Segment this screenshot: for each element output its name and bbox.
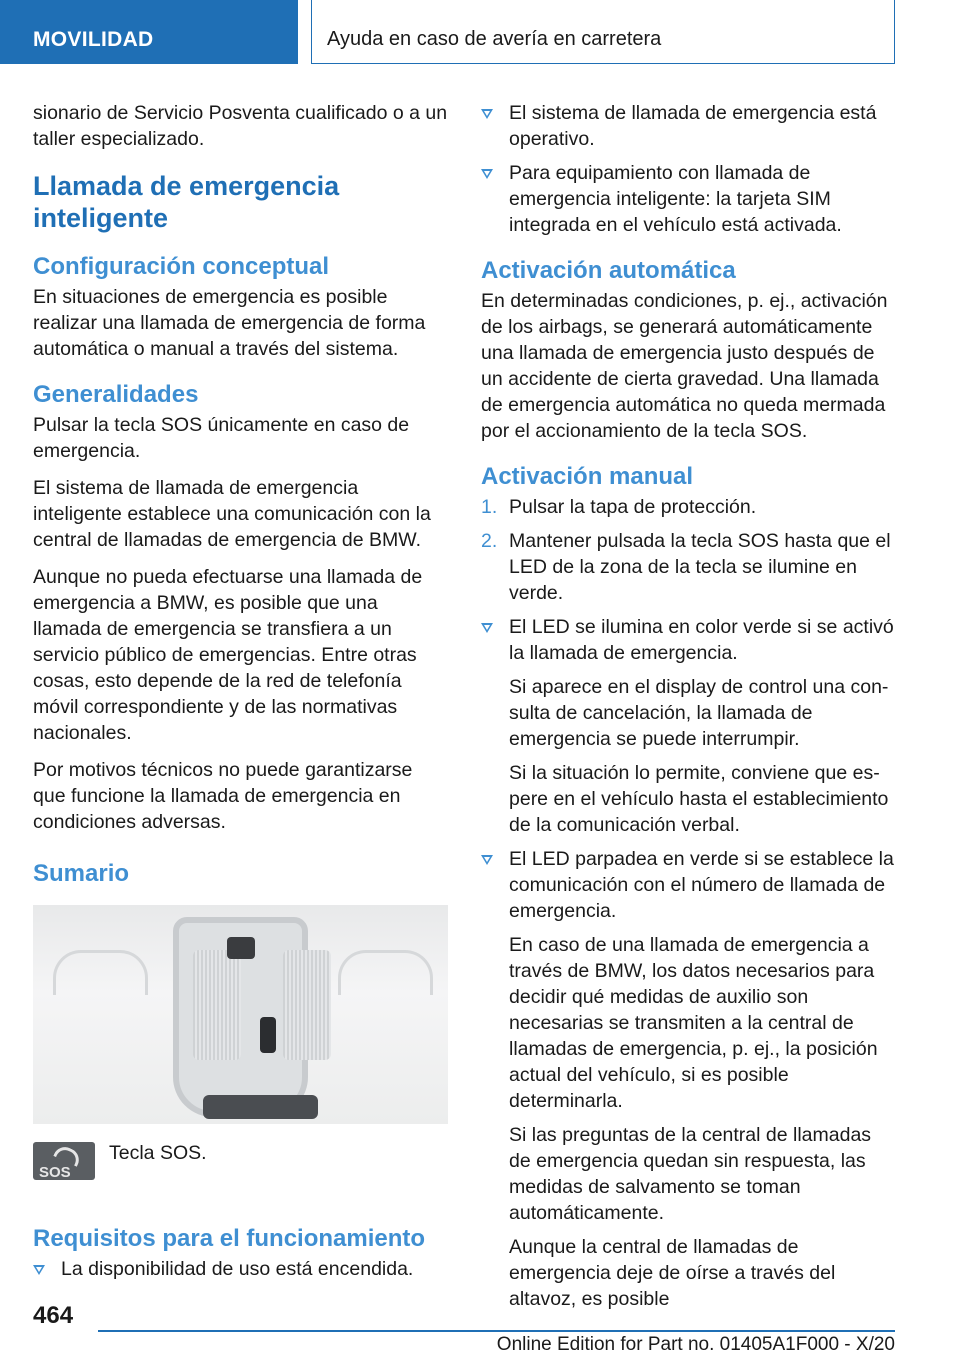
triangle-bullet-icon: [481, 623, 493, 633]
right-column: [481, 100, 897, 1320]
general-paragraph-3: Aunque no pueda efectuarse una llamada de emergencia a BMW, es posible que una llamada de emergencia se transfiera a un servicio público de emergencias. Entre otras cosas, esto depende de la red de telefonía móvil correspondiente y de las normativas nacionales.: [33, 566, 423, 744]
general-heading: Generalidades: [33, 381, 199, 408]
grab-handle-right: [338, 950, 433, 995]
triangle-bullet-icon: [481, 109, 493, 119]
page-header: [0, 0, 960, 66]
light-pad-right: [283, 950, 331, 1060]
step-item: 1. Pulsar la tapa de protección.: [481, 496, 757, 518]
general-paragraph-4: Por motivos técnicos no puede garantizarse que funcione la llamada de emergencia en condiciones adversas.: [33, 759, 413, 833]
sub-paragraph: En caso de una llamada de emergencia a través de BMW, los datos necesarios para decidir qué medidas de auxilio son necesarias se transmiten a la central de llamadas de emergencia, p. ej., la posición actual del vehículo, si es posible determinarla.: [509, 934, 878, 1112]
section-tab[interactable]: [0, 0, 298, 64]
auto-activation-heading: Activación automática: [481, 257, 736, 284]
list-item: El sistema de llamada de emergencia está operativo.: [481, 100, 897, 152]
triangle-bullet-icon: [481, 169, 493, 179]
control-button-bar: [203, 1095, 318, 1119]
list-item: Para equipamiento con llamada de emergencia inteligente: la tarjeta SIM integrada en el vehículo está activada.: [481, 160, 897, 238]
sub-paragraph: Si las preguntas de la central de llamadas de emergencia quedan sin respuesta, las medidas de salvamento se toman automáticamente.: [509, 1124, 872, 1224]
sub-paragraph: Si la situación lo permite, conviene que espere en el vehículo hasta el establecimiento de la comunicación verbal.: [509, 762, 889, 836]
sos-legend: [33, 1140, 448, 1206]
chapter-title: Ayuda en caso de avería en carretera: [327, 28, 662, 50]
grab-handle-left: [53, 950, 148, 995]
list-item: La disponibilidad de uso está encendida.: [33, 1256, 448, 1282]
sos-icon-text: SOS: [39, 1164, 71, 1180]
intro-paragraph: sionario de Servicio Posventa cualificado o a un taller especializado.: [33, 102, 448, 150]
light-pad-left: [193, 950, 241, 1060]
general-paragraph-2: El sistema de llamada de emergencia inteligente establece una comunicación con la central de llamadas de emergencia de BMW.: [33, 477, 431, 551]
concept-paragraph: En situaciones de emergencia es posible realizar una llamada de emergencia de forma automática o manual a través del sistema.: [33, 286, 426, 360]
overhead-console-image: [33, 905, 448, 1124]
edition-text: Online Edition for Part no. 01405A1F000 - X/20: [496, 1334, 895, 1355]
list-item: El LED parpadea en verde si se establece la comunicación con el número de llamada de emergencia.: [481, 846, 897, 924]
list-item: El LED se ilumina en color verde si se activó la llamada de emergencia.: [481, 614, 897, 666]
chapter-title-box: [311, 0, 895, 64]
summary-heading: Sumario: [33, 860, 130, 887]
section-label: MOVILIDAD: [33, 28, 154, 51]
concept-heading: Configuración conceptual: [33, 253, 330, 280]
triangle-bullet-icon: [481, 855, 493, 865]
auto-activation-paragraph: En determinadas condiciones, p. ej., activación de los airbags, se generará automáticamente una llamada de emergencia justo después de un accidente de cierta gravedad. Una llamada de emergencia automática no queda mermada por el accionamiento de la tecla SOS.: [481, 290, 888, 442]
sub-paragraph: Aunque la central de llamadas de emergencia deje de oírse a través del altavoz, es posible: [509, 1236, 836, 1310]
sos-phone-icon: [33, 1142, 95, 1180]
step-number: 2.: [481, 530, 498, 552]
left-column: [33, 100, 448, 1290]
general-paragraph-1: Pulsar la tecla SOS únicamente en caso de emergencia.: [33, 414, 410, 462]
step-number: 1.: [481, 496, 498, 518]
main-heading: Llamada de emergencia inteligente: [33, 171, 340, 233]
center-buttons: [260, 1017, 276, 1053]
sos-cover-button: [227, 937, 255, 959]
requirements-heading: Requisitos para el funcionamiento: [33, 1225, 426, 1252]
sub-paragraph: Si aparece en el display de control una consulta de cancelación, la llamada de emergencia se puede interrumpir.: [509, 676, 889, 750]
triangle-bullet-icon: [33, 1265, 45, 1275]
step-item: 2. Mantener pulsada la tecla SOS hasta que el LED de la zona de la tecla se ilumine en verde.: [481, 530, 891, 604]
page-number: 464: [33, 1302, 74, 1329]
sos-label: Tecla SOS.: [109, 1142, 207, 1164]
footer-divider: [98, 1330, 895, 1332]
manual-activation-heading: Activación manual: [481, 463, 694, 490]
